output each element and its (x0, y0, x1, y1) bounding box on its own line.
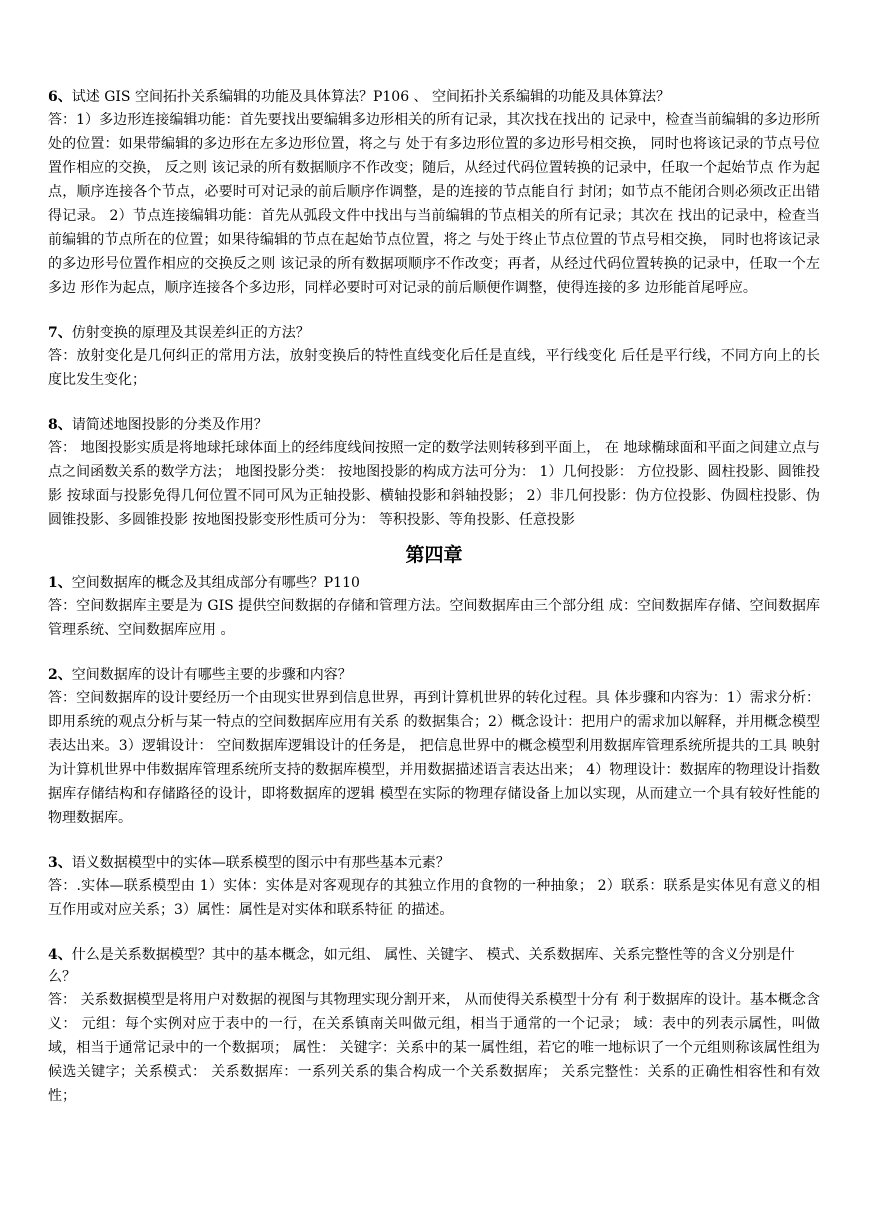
document-page (48, 86, 820, 1130)
question-text: 请简述地图投影的分类及作用？ (71, 417, 268, 433)
question-text: 空间数据库的设计有哪些主要的步骤和内容？ (71, 667, 352, 683)
question-heading (48, 572, 820, 594)
question-number: 8、 (48, 417, 72, 433)
question-number: 3、 (48, 855, 72, 871)
question-heading (48, 322, 820, 344)
question-number: 1、 (48, 575, 72, 591)
question-number: 7、 (48, 325, 72, 341)
question-heading (48, 414, 820, 436)
answer-text: 答：.实体—联系模型由 1）实体：实体是对客观现存的其独立作用的食物的一种抽象； 2）联系：联系是实体见有意义的相互作用或对应关系；3）属性：属性是对实体和联系特征 的描述。 (48, 878, 820, 918)
question-heading (48, 86, 820, 108)
question-heading (48, 852, 820, 874)
answer-text: 答：空间数据库的设计要经历一个由现实世界到信息世界，再到计算机世界的转化过程。具 体步骤和内容为：1）需求分析：即用系统的观点分析与某一特点的空间数据库应用有关系 的数据集合；2）概念设计：把用户的需求加以解释，并用概念模型表达出来。3）逻辑设计： 空间数据库逻辑设计的任务是， 把信息世界中的概念模型利用数据库管理系统所提共的工具 映射为计算机世界中伟数据库管理系统所支持的数据库模型，并用数据描述语言表达出来； 4）物理设计：数据库的物理设计指数据库存储结构和存储路径的设计，即将数据库的逻辑 模型在实际的物理存储设备上加以实现，从而建立一个具有较好性能的物理数据库。 (48, 690, 820, 826)
question-block-ch4-4 (48, 944, 820, 1108)
answer-text: 答： 地图投影实质是将地球托球体面上的经纬度线间按照一定的数学法则转移到平面上， 在 地球椭球面和平面之间建立点与点之间函数关系的数学方法； 地图投影分类： 按地图投影的构成方法可分为： 1）几何投影： 方位投影、圆柱投影、圆锥投影 按球面与投影免得几何位置不同可风为正轴投影、横轴投影和斜轴投影； 2）非几何投影：伪方位投影、伪圆柱投影、伪圆锥投影、多圆锥投影 按地图投影变形性质可分为： 等积投影、等角投影、任意投影 (48, 440, 820, 528)
question-text: 语义数据模型中的实体—联系模型的图示中有那些基本元素？ (71, 855, 450, 871)
question-number: 2、 (48, 667, 72, 683)
answer-text: 答：空间数据库主要是为 GIS 提供空间数据的存储和管理方法。空间数据库由三个部分组 成：空间数据库存储、空间数据库管理系统、空间数据库应用 。 (48, 598, 820, 638)
question-text: 仿射变换的原理及其误差纠正的方法？ (71, 325, 310, 341)
question-number: 4、 (48, 947, 72, 963)
question-text: 什么是关系数据模型？其中的基本概念，如元组、 属性、关键字、 模式、关系数据库、关系完整性等的含义分别是什么？ (48, 947, 795, 985)
question-heading (48, 664, 820, 686)
question-block-ch4-1 (48, 572, 820, 642)
answer-text: 答： 关系数据模型是将用户对数据的视图与其物理实现分割开来， 从而使得关系模型十分有 利于数据库的设计。基本概念含义： 元组：每个实例对应于表中的一行，在关系镇南关叫做元组，相当于通常的一个记录； 域：表中的列表示属性，叫做域，相当于通常记录中的一个数据项； 属性： 关键字：关系中的某一属性组，若它的唯一地标识了一个元组则称该属性组为候选关键字；关系模式： 关系数据库：一系列关系的集合构成一个关系数据库； 关系完整性：关系的正确性相容性和有效性； (48, 992, 820, 1104)
question-block-ch4-2 (48, 664, 820, 830)
answer-text: 答：1）多边形连接编辑功能：首先要找出要编辑多边形相关的所有记录，其次找在找出的 记录中，检查当前编辑的多边形所处的位置：如果带编辑的多边形在左多边形位置，将之与 处于有多边形位置的多边形号相交换， 同时也将该记录的节点号位置作相应的交换， 反之则 该记录的所有数据顺序不作改变；随后，从经过代码位置转换的记录中，任取一个起始节点 作为起点，顺序连接各个节点，必要时可对记录的前后顺序作调整，是的连接的节点能自行 封闭；如节点不能闭合则必须改正出错得记录。 2）节点连接编辑功能：首先从弧段文件中找出与当前编辑的节点相关的所有记录；其次在 找出的记录中，检查当前编辑的节点所在的位置；如果待编辑的节点在起始节点位置，将之 与处于终止节点位置的节点号相交换， 同时也将该记录的多边形号位置作相应的交换反之则 该记录的所有数据项顺序不作改变；再者，从经过代码位置转换的记录中，任取一个左多边 形作为起点，顺序连接各个多边形，同样必要时可对记录的前后顺便作调整，使得连接的多 边形能首尾呼应。 (48, 112, 820, 296)
question-text: 空间数据库的概念及其组成部分有哪些？P110 (71, 575, 360, 591)
chapter-title: 第四章 (405, 544, 463, 566)
answer-text: 答：放射变化是几何纠正的常用方法，放射变换后的特性直线变化后任是直线，平行线变化 后任是平行线，不同方向上的长度比发生变化； (48, 348, 820, 388)
question-heading (48, 944, 820, 988)
question-number: 6、 (48, 89, 72, 105)
question-block-ch4-3 (48, 852, 820, 922)
question-text: 试述 GIS 空间拓扑关系编辑的功能及具体算法？P106 、 空间拓扑关系编辑的功能及具体算法？ (71, 89, 670, 105)
question-block-6 (48, 86, 820, 300)
question-block-8 (48, 414, 820, 532)
question-block-7 (48, 322, 820, 392)
